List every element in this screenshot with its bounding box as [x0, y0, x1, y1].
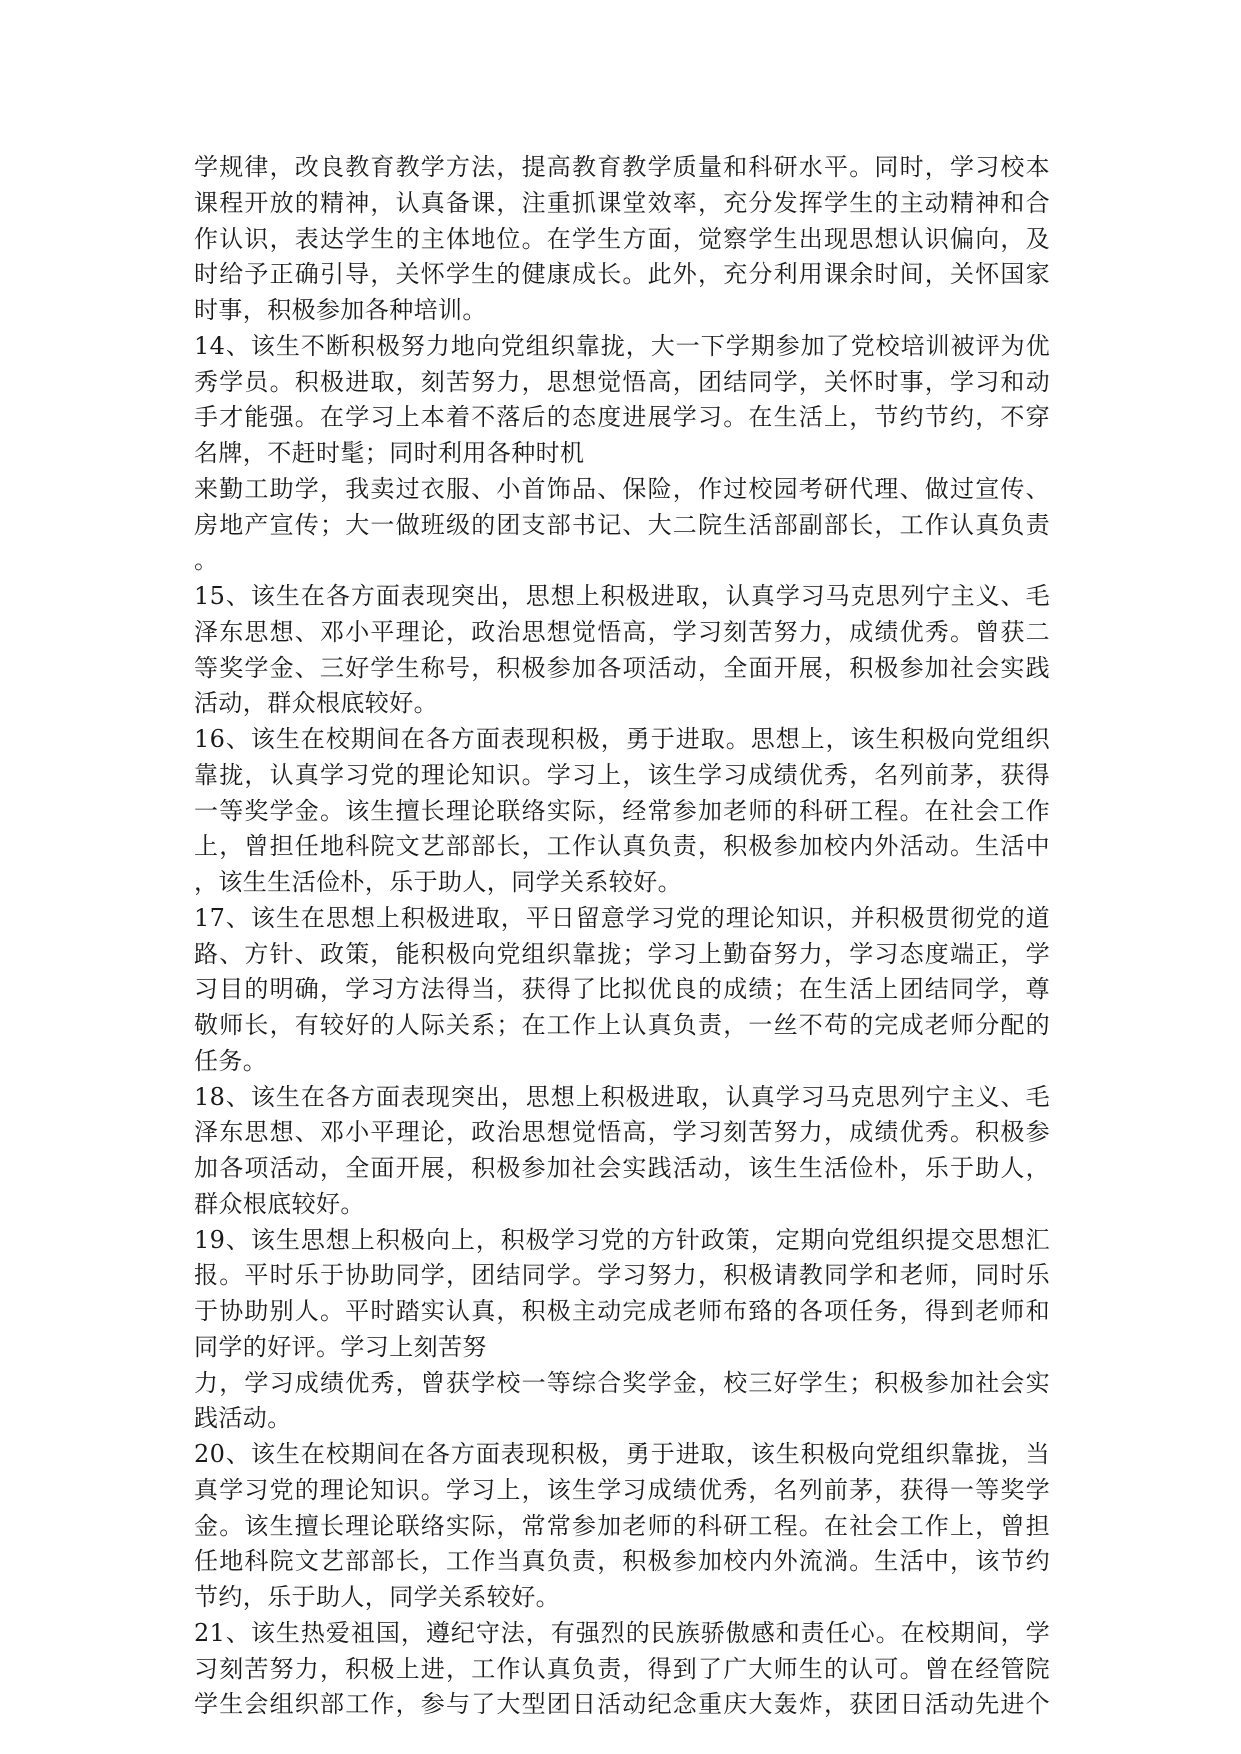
text-line: 践活动。 [194, 1404, 292, 1433]
text-line: 敬师长，有较好的人际关系；在工作上认真负责，一丝不苟的完成老师分配的 [194, 1011, 1050, 1039]
text-line: 力，学习成绩优秀，曾获学校一等综合奖学金，校三好学生；积极参加社会实 [194, 1368, 1050, 1397]
text-line: 。 [194, 546, 219, 575]
text-line: 时事，积极参加各种培训。 [194, 296, 487, 324]
text-line: 14、该生不断积极努力地向党组织靠拢，大一下学期参加了党校培训被评为优 [194, 331, 1050, 360]
text-line: 手才能强。在学习上本着不落后的态度进展学习。在生活上，节约节约，不穿 [194, 403, 1050, 432]
text-line: 作认识，表达学生的主体地位。在学生方面，觉察学生出现思想认识偏向，及 [194, 224, 1050, 253]
text-line: 泽东思想、邓小平理论，政治思想觉悟高，学习刻苦努力，成绩优秀。曾获二 [194, 617, 1050, 646]
text-line: 学规律，改良教育教学方法，提高教育教学质量和科研水平。同时，学习校本 [194, 153, 1050, 181]
text-line: 一等奖学金。该生擅长理论联络实际，经常参加老师的科研工程。在社会工作 [194, 796, 1050, 825]
text-line: ，该生生活俭朴，乐于助人，同学关系较好。 [194, 868, 682, 896]
text-line: 上，曾担任地科院文艺部部长，工作认真负责，积极参加校内外活动。生活中 [194, 832, 1050, 861]
text-line: 时给予正确引导，关怀学生的健康成长。此外，充分利用课余时间，关怀国家 [194, 260, 1050, 289]
text-line: 21、该生热爱祖国，遵纪守法，有强烈的民族骄傲感和责任心。在校期间，学 [194, 1618, 1050, 1647]
text-line: 报。平时乐于协助同学，团结同学。学习努力，积极请教同学和老师，同时乐 [194, 1261, 1050, 1290]
text-line: 群众根底较好。 [194, 1189, 365, 1218]
text-line: 活动，群众根底较好。 [194, 689, 438, 718]
text-line: 于协助别人。平时踏实认真，积极主动完成老师布臵的各项任务，得到老师和 [194, 1297, 1050, 1325]
text-line: 任地科院文艺部部长，工作当真负责，积极参加校内外流淌。生活中，该节约 [194, 1547, 1050, 1576]
text-line: 金。该生擅长理论联络实际，常常参加老师的科研工程。在社会工作上，曾担 [194, 1511, 1050, 1540]
text-line: 同学的好评。学习上刻苦努 [194, 1332, 487, 1361]
text-line: 习目的明确，学习方法得当，获得了比拟优良的成绩；在生活上团结同学，尊 [194, 975, 1050, 1004]
document-body [194, 150, 1050, 1723]
text-line: 19、该生思想上积极向上，积极学习党的方针政策，定期向党组织提交思想汇 [194, 1225, 1050, 1254]
text-line: 泽东思想、邓小平理论，政治思想觉悟高，学习刻苦努力，成绩优秀。积极参 [194, 1118, 1050, 1147]
text-line: 15、该生在各方面表现突出，思想上积极进取，认真学习马克思列宁主义、毛 [194, 582, 1050, 610]
text-line: 加各项活动，全面开展，积极参加社会实践活动，该生生活俭朴，乐于助人， [194, 1154, 1050, 1182]
text-line: 16、该生在校期间在各方面表现积极，勇于进取。思想上，该生积极向党组织 [194, 725, 1050, 753]
text-line: 名牌，不赶时髦；同时利用各种时机 [194, 439, 585, 467]
text-line: 靠拢，认真学习党的理论知识。学习上，该生学习成绩优秀，名列前茅，获得 [194, 760, 1050, 789]
text-line: 秀学员。积极进取，刻苦努力，思想觉悟高，团结同学，关怀时事，学习和动 [194, 367, 1050, 396]
text-line: 节约，乐于助人，同学关系较好。 [194, 1583, 560, 1611]
text-line: 任务。 [194, 1046, 268, 1075]
text-line: 真学习党的理论知识。学习上，该生学习成绩优秀，名列前茅，获得一等奖学 [194, 1475, 1050, 1504]
text-line: 等奖学金、三好学生称号，积极参加各项活动，全面开展，积极参加社会实践 [194, 653, 1050, 682]
text-line: 来勤工助学，我卖过衣服、小首饰品、保险，作过校园考研代理、做过宣传、 [194, 474, 1050, 503]
text-line: 路、方针、政策，能积极向党组织靠拢；学习上勤奋努力，学习态度端正，学 [194, 939, 1050, 968]
text-line: 18、该生在各方面表现突出，思想上积极进取，认真学习马克思列宁主义、毛 [194, 1082, 1050, 1111]
text-line: 习刻苦努力，积极上进，工作认真负责，得到了广大师生的认可。曾在经管院 [194, 1654, 1050, 1683]
text-line: 17、该生在思想上积极进取，平日留意学习党的理论知识，并积极贯彻党的道 [194, 903, 1050, 932]
text-line: 课程开放的精神，认真备课，注重抓课堂效率，充分发挥学生的主动精神和合 [194, 188, 1050, 217]
text-line: 房地产宣传；大一做班级的团支部书记、大二院生活部副部长，工作认真负责 [194, 510, 1050, 539]
text-line: 学生会组织部工作，参与了大型团日活动纪念重庆大轰炸，获团日活动先进个 [194, 1690, 1050, 1719]
text-line: 20、该生在校期间在各方面表现积极，勇于进取，该生积极向党组织靠拢，当 [194, 1440, 1050, 1468]
